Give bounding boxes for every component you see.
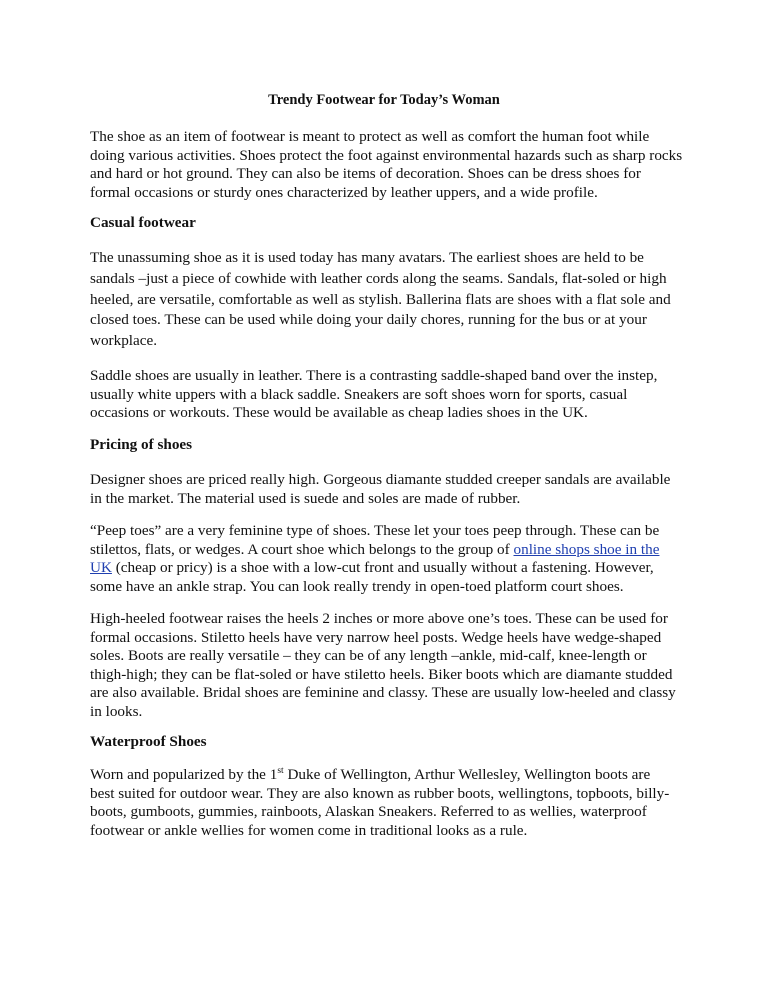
waterproof-heading: Waterproof Shoes — [90, 733, 207, 750]
paragraph-line: closed toes. These can be used while doing your daily chores, running for the bus or at your — [90, 311, 647, 329]
paragraph-line: in looks. — [90, 702, 143, 720]
paragraph-line: “Peep toes” are a very feminine type of shoes. These let your toes peep through. These can be — [90, 522, 660, 539]
paragraph-line: Saddle shoes are usually in leather. There is a contrasting saddle-shaped band over the instep, — [90, 367, 658, 384]
casual-paragraph-1 — [90, 248, 680, 352]
pricing-heading: Pricing of shoes — [90, 436, 193, 453]
line-text: stilettos, flats, or wedges. A court shoe which belongs to the group of — [90, 540, 510, 558]
pricing-paragraph-3 — [90, 610, 680, 721]
paragraph-line — [90, 541, 678, 560]
intro-line: and hard or hot ground. They can also be items of decoration. Shoes can be dress shoes for — [90, 165, 641, 182]
casual-footwear-heading: Casual footwear — [90, 214, 196, 231]
online-shops-link[interactable]: online shops shoe in the — [513, 540, 660, 558]
line-text: Worn and popularized by the 1 — [90, 766, 278, 783]
ordinal-suffix: st — [277, 765, 284, 776]
intro-line: formal occasions or sturdy ones characterized by leather uppers, and a wide profile. — [90, 183, 598, 201]
waterproof-paragraph — [90, 766, 680, 840]
paragraph-line: occasions or workouts. These would be available as cheap ladies shoes in the UK. — [90, 404, 588, 421]
paragraph-line: formal occasions. Stiletto heels have very narrow heel posts. Wedge heels have wedge-shaped — [90, 628, 662, 646]
paragraph-line — [90, 559, 678, 578]
paragraph-line: in the market. The material used is suede and soles are made of rubber. — [90, 489, 521, 507]
casual-paragraph-2 — [90, 367, 680, 423]
paragraph-line: workplace. — [90, 332, 158, 350]
paragraph-line: Designer shoes are priced really high. Gorgeous diamante studded creeper sandals are available — [90, 471, 671, 488]
pricing-paragraph-1 — [90, 471, 680, 508]
paragraph-line: some have an ankle strap. You can look really trendy in open-toed platform court shoes. — [90, 577, 624, 595]
intro-paragraph — [90, 128, 683, 202]
line-text: (cheap or pricy) is a shoe with a low-cut front and usually without a fastening. However, — [115, 559, 654, 576]
pricing-paragraph-2 — [90, 522, 678, 596]
paragraph-line: The unassuming shoe as it is used today has many avatars. The earliest shoes are held to be — [90, 249, 644, 266]
intro-line: The shoe as an item of footwear is meant to protect as well as comfort the human foot while — [90, 128, 650, 145]
paragraph-line: sandals –just a piece of cowhide with leather cords along the seams. Sandals, flat-soled or high — [90, 269, 667, 287]
paragraph-line: boots, gumboots, gummies, rainboots, Alaskan Sneakers. Referred to as wellies, waterproof — [90, 803, 647, 820]
paragraph-line — [90, 766, 680, 785]
paragraph-line: usually white uppers with a black saddle. Sneakers are soft shoes worn for sports, casual — [90, 385, 628, 403]
paragraph-line: heeled, are versatile, comfortable as well as stylish. Ballerina flats are shoes with a flat sole and — [90, 290, 671, 308]
paragraph-line: are also available. Bridal shoes are feminine and classy. These are usually low-heeled and classy — [90, 684, 676, 701]
intro-line: doing various activities. Shoes protect the foot against environmental hazards such as sharp rocks — [90, 146, 683, 164]
paragraph-line: High-heeled footwear raises the heels 2 inches or more above one’s toes. These can be used for — [90, 610, 668, 627]
online-shops-link-continued[interactable]: UK — [90, 559, 112, 576]
line-text: Duke of Wellington, Arthur Wellesley, Wellington boots are — [283, 766, 651, 783]
paragraph-line: footwear or ankle wellies for women come in traditional looks as a rule. — [90, 821, 528, 839]
paragraph-line: best suited for outdoor wear. They are also known as rubber boots, wellingtons, topboots, billy- — [90, 784, 670, 802]
document-title: Trendy Footwear for Today’s Woman — [268, 92, 500, 108]
paragraph-line: soles. Boots are really versatile – they can be of any length –ankle, mid-calf, knee-length or — [90, 647, 647, 664]
paragraph-line: thigh-high; they can be flat-soled or have stiletto heels. Biker boots which are diamante studded — [90, 665, 673, 683]
